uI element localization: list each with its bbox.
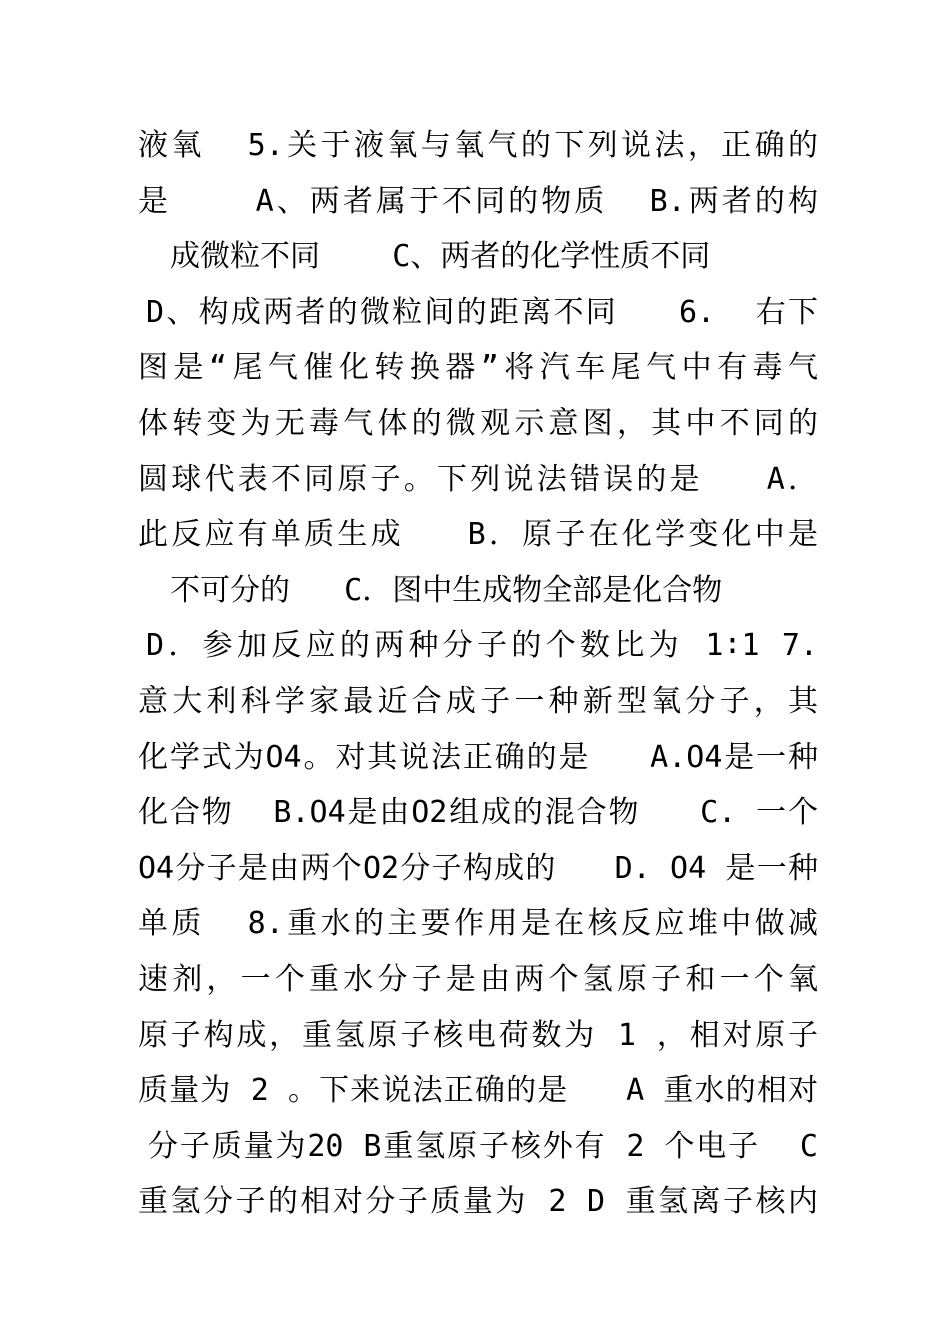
text-line: D、构成两者的微粒间的距离不同 6. 右下 bbox=[146, 294, 818, 330]
text-line: 图是“尾气催化转换器”将汽车尾气中有毒气 bbox=[138, 350, 818, 386]
text-line: 不可分的 C．图中生成物全部是化合物 bbox=[170, 572, 723, 608]
text-line: 原子构成，重氢原子核电荷数为 1 ，相对原子 bbox=[138, 1017, 818, 1053]
text-line: 分子质量为20 B重氢原子核外有 2 个电子 C bbox=[148, 1128, 818, 1164]
text-line: 体转变为无毒气体的微观示意图，其中不同的 bbox=[138, 405, 818, 441]
text-line: O4分子是由两个O2分子构成的 D. O4 是一种 bbox=[138, 850, 818, 886]
text-line: 速剂，一个重水分子是由两个氢原子和一个氧 bbox=[138, 961, 818, 997]
text-line: 圆球代表不同原子。下列说法错误的是 A． bbox=[138, 461, 818, 497]
text-line: 单质 8.重水的主要作用是在核反应堆中做减 bbox=[138, 906, 818, 942]
text-line: 液氧 5.关于液氧与氧气的下列说法，正确的 bbox=[138, 128, 818, 163]
text-line: 此反应有单质生成 B．原子在化学变化中是 bbox=[138, 517, 818, 553]
text-line: 重氢分子的相对分子质量为 2 D 重氢离子核内 bbox=[138, 1184, 818, 1220]
text-line: 成微粒不同 C、两者的化学性质不同 bbox=[170, 239, 711, 275]
text-line: 意大利科学家最近合成子一种新型氧分子，其 bbox=[138, 683, 818, 719]
text-line: 质量为 2 。下来说法正确的是 A 重水的相对 bbox=[138, 1073, 818, 1109]
text-line: D．参加反应的两种分子的个数比为 1∶1 7. bbox=[146, 628, 818, 664]
text-line: 化合物 B.O4是由O2组成的混合物 C. 一个 bbox=[138, 795, 818, 831]
text-line: 化学式为O4。对其说法正确的是 A.O4是一种 bbox=[138, 739, 818, 775]
body-text bbox=[138, 118, 818, 1230]
text-line: 是 A、两者属于不同的物质 B.两者的构 bbox=[138, 183, 818, 219]
